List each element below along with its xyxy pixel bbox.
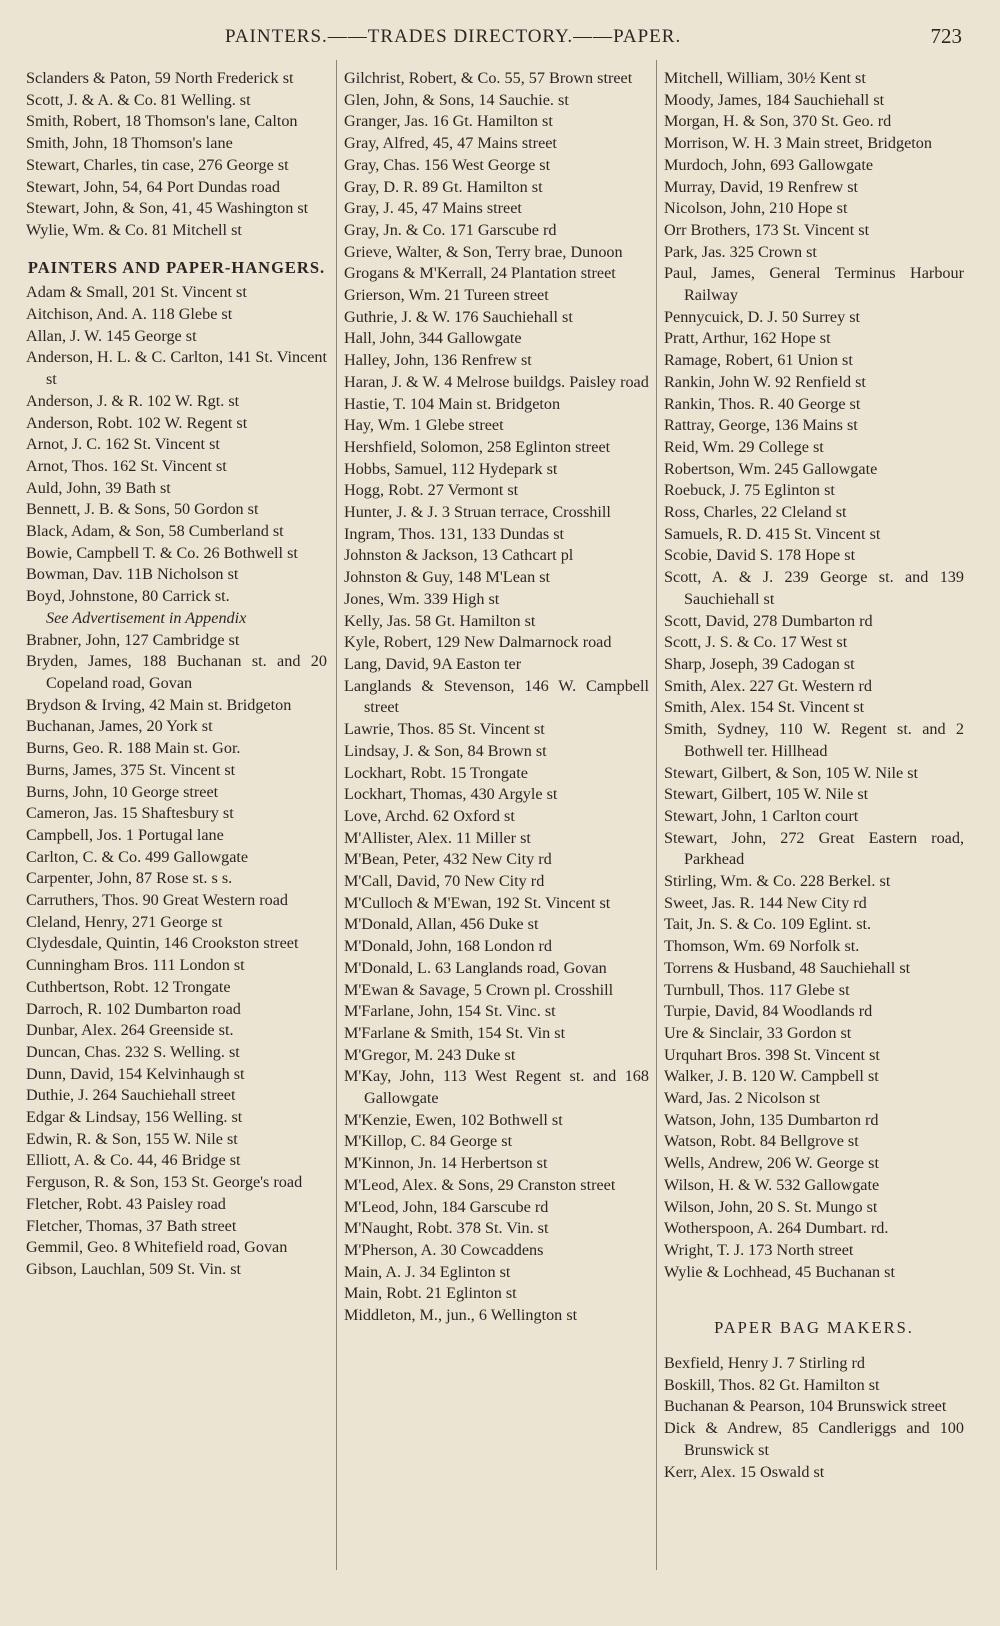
- directory-entry: Glen, John, & Sons, 14 Sauchie. st: [344, 90, 569, 109]
- directory-entry: Scott, A. & J. 239 George st. and 139 Sauchiehall st: [664, 568, 964, 608]
- directory-entry: Nicolson, John, 210 Hope st: [664, 199, 848, 218]
- directory-entry: Wright, T. J. 173 North street: [664, 1240, 854, 1259]
- directory-entry: Sharp, Joseph, 39 Cadogan st: [664, 654, 855, 673]
- directory-entry: M'Farlane & Smith, 154 St. Vin st: [344, 1023, 566, 1042]
- directory-entry: Smith, Alex. 227 Gt. Western rd: [664, 676, 872, 695]
- directory-entry: Kelly, Jas. 58 Gt. Hamilton st: [344, 611, 536, 630]
- directory-entry: Dunn, David, 154 Kelvinhaugh st: [26, 1064, 245, 1083]
- directory-entry: Duncan, Chas. 232 S. Welling. st: [26, 1042, 240, 1061]
- directory-entry: Darroch, R. 102 Dumbarton road: [26, 999, 241, 1018]
- directory-entry: Hastie, T. 104 Main st. Bridgeton: [344, 394, 561, 413]
- directory-entry: Cuthbertson, Robt. 12 Trongate: [26, 977, 231, 996]
- directory-entry: Sclanders & Paton, 59 North Frederick st: [26, 69, 294, 87]
- directory-entry: Watson, Robt. 84 Bellgrove st: [664, 1132, 859, 1151]
- directory-entry: Turnbull, Thos. 117 Glebe st: [664, 980, 850, 999]
- directory-entry: Hay, Wm. 1 Glebe street: [344, 416, 504, 435]
- directory-entry: Scott, J. & A. & Co. 81 Welling. st: [26, 90, 251, 109]
- directory-entry: Granger, Jas. 16 Gt. Hamilton st: [344, 112, 553, 131]
- column-2: [344, 68, 649, 1608]
- directory-entry: Lawrie, Thos. 85 St. Vincent st: [344, 720, 545, 739]
- directory-entry: Wotherspoon, A. 264 Dumbart. rd.: [664, 1219, 889, 1238]
- directory-entry: Brydson & Irving, 42 Main st. Bridgeton: [26, 695, 292, 714]
- directory-entry: Anderson, H. L. & C. Carlton, 141 St. Vincent st: [26, 348, 327, 389]
- directory-entry: Burns, James, 375 St. Vincent st: [26, 760, 236, 779]
- directory-entry: Middleton, M., jun., 6 Wellington st: [344, 1306, 578, 1325]
- directory-entry: Edgar & Lindsay, 156 Welling. st: [26, 1108, 243, 1127]
- directory-entry: Gemmil, Geo. 8 Whitefield road, Govan: [26, 1238, 288, 1257]
- directory-entry: Ramage, Robert, 61 Union st: [664, 351, 853, 370]
- entries-painters-paperhangers: [26, 282, 327, 1280]
- directory-entry: Adam & Small, 201 St. Vincent st: [26, 283, 247, 302]
- directory-entry: Sweet, Jas. R. 144 New City rd: [664, 893, 867, 912]
- directory-entry: Samuels, R. D. 415 St. Vincent st: [664, 524, 881, 543]
- directory-entry: M'Killop, C. 84 George st: [344, 1132, 513, 1151]
- directory-entry: Pratt, Arthur, 162 Hope st: [664, 329, 831, 348]
- directory-entry: Dick & Andrew, 85 Candleriggs and 100 Brunswick st: [664, 1419, 964, 1459]
- directory-entry: Aitchison, And. A. 118 Glebe st: [26, 305, 233, 324]
- directory-entry: Duthie, J. 264 Sauchiehall street: [26, 1086, 236, 1105]
- directory-entry: Morgan, H. & Son, 370 St. Geo. rd: [664, 112, 892, 131]
- entries-column-3: [664, 68, 964, 1283]
- directory-entry: Rankin, John W. 92 Renfield st: [664, 372, 866, 391]
- section-heading-painters-paperhangers: PAINTERS AND PAPER-HANGERS.: [27, 257, 326, 277]
- directory-entry: Gray, Alfred, 45, 47 Mains street: [344, 134, 557, 153]
- column-rule-2: [656, 60, 657, 1570]
- directory-entry: Fletcher, Robt. 43 Paisley road: [26, 1194, 226, 1213]
- directory-entry: Thomson, Wm. 69 Norfolk st.: [664, 937, 860, 956]
- directory-entry: Hall, John, 344 Gallowgate: [344, 329, 522, 348]
- directory-entry: Gray, Chas. 156 West George st: [344, 155, 551, 174]
- entries-paper-bag-makers: [664, 1353, 964, 1483]
- directory-entry: Carpenter, John, 87 Rose st. s s.: [26, 869, 233, 888]
- directory-entry: Boskill, Thos. 82 Gt. Hamilton st: [664, 1375, 880, 1394]
- directory-entry: Hunter, J. & J. 3 Struan terrace, Crosshill: [344, 503, 611, 522]
- directory-entry: Main, Robt. 21 Eglinton st: [344, 1284, 517, 1303]
- directory-entry: Bennett, J. B. & Sons, 50 Gordon st: [26, 500, 259, 519]
- directory-entry: Arnot, Thos. 162 St. Vincent st: [26, 456, 227, 475]
- directory-entry: Gray, D. R. 89 Gt. Hamilton st: [344, 177, 543, 196]
- directory-entry: Fletcher, Thomas, 37 Bath street: [26, 1216, 237, 1235]
- directory-entry: Stirling, Wm. & Co. 228 Berkel. st: [664, 872, 891, 891]
- directory-entry: M'Leod, John, 184 Garscube rd: [344, 1197, 549, 1216]
- column-rule-1: [336, 60, 337, 1570]
- directory-entry: Stewart, John, 1 Carlton court: [664, 806, 859, 825]
- section-heading-paper-bag-makers: PAPER BAG MAKERS.: [714, 1318, 914, 1338]
- directory-entry: Stewart, John, 54, 64 Port Dundas road: [26, 177, 281, 196]
- column-1: [26, 68, 327, 1608]
- directory-entry: Grogans & M'Kerrall, 24 Plantation street: [344, 264, 616, 283]
- directory-entry: Guthrie, J. & W. 176 Sauchiehall st: [344, 307, 573, 326]
- directory-entry: Rattray, George, 136 Mains st: [664, 416, 858, 435]
- directory-entry: Elliott, A. & Co. 44, 46 Bridge st: [26, 1151, 241, 1170]
- directory-entry: Lockhart, Thomas, 430 Argyle st: [344, 785, 558, 804]
- directory-entry: Gray, Jn. & Co. 171 Garscube rd: [344, 220, 557, 239]
- directory-entry: Robertson, Wm. 245 Gallowgate: [664, 459, 878, 478]
- directory-entry: Moody, James, 184 Sauchiehall st: [664, 90, 885, 109]
- directory-entry: Ure & Sinclair, 33 Gordon st: [664, 1023, 852, 1042]
- directory-entry: Smith, John, 18 Thomson's lane: [26, 134, 233, 153]
- directory-entry: Love, Archd. 62 Oxford st: [344, 806, 515, 825]
- directory-entry: Stewart, John, & Son, 41, 45 Washington st: [26, 199, 309, 218]
- directory-entry: Carruthers, Thos. 90 Great Western road: [26, 891, 288, 910]
- directory-entry: Walker, J. B. 120 W. Campbell st: [664, 1067, 879, 1086]
- directory-entry: Boyd, Johnstone, 80 Carrick st.: [26, 587, 230, 606]
- directory-entry: Gray, J. 45, 47 Mains street: [344, 199, 522, 218]
- directory-entry: Anderson, J. & R. 102 W. Rgt. st: [26, 391, 240, 410]
- directory-entry: Lockhart, Robt. 15 Trongate: [344, 763, 528, 782]
- entries-column-2: [344, 68, 649, 1327]
- directory-entry: Brabner, John, 127 Cambridge st: [26, 630, 240, 649]
- directory-entry: Torrens & Husband, 48 Sauchiehall st: [664, 958, 911, 977]
- directory-entry: Burns, Geo. R. 188 Main st. Gor.: [26, 739, 241, 758]
- directory-entry: Wylie, Wm. & Co. 81 Mitchell st: [26, 220, 242, 239]
- page-header: [0, 22, 1000, 52]
- directory-entry: M'Leod, Alex. & Sons, 29 Cranston street: [344, 1175, 616, 1194]
- directory-entry: Pennycuick, D. J. 50 Surrey st: [664, 307, 861, 326]
- directory-entry: Dunbar, Alex. 264 Greenside st.: [26, 1021, 234, 1040]
- directory-entry: M'Culloch & M'Ewan, 192 St. Vincent st: [344, 893, 611, 912]
- directory-entry: Stewart, John, 272 Great Eastern road, Parkhead: [664, 828, 964, 869]
- directory-entry: M'Ewan & Savage, 5 Crown pl. Crosshill: [344, 980, 614, 999]
- directory-entry: Scott, David, 278 Dumbarton rd: [664, 611, 873, 630]
- directory-entry: Grierson, Wm. 21 Tureen street: [344, 286, 549, 305]
- directory-entry: Turpie, David, 84 Woodlands rd: [664, 1002, 873, 1021]
- directory-entry: M'Kay, John, 113 West Regent st. and 168 Gallowgate: [344, 1067, 649, 1108]
- directory-entry: Ward, Jas. 2 Nicolson st: [664, 1089, 821, 1108]
- entries-painters-continued: [26, 68, 327, 242]
- directory-entry: See Advertisement in Appendix: [46, 608, 247, 627]
- directory-entry: Lang, David, 9A Easton ter: [344, 654, 522, 673]
- directory-entry: Kerr, Alex. 15 Oswald st: [664, 1462, 825, 1481]
- directory-entry: Morrison, W. H. 3 Main street, Bridgeton: [664, 134, 932, 153]
- directory-entry: M'Allister, Alex. 11 Miller st: [344, 828, 531, 847]
- directory-entry: M'Gregor, M. 243 Duke st: [344, 1045, 516, 1064]
- directory-entry: Paul, James, General Terminus Harbour Railway: [664, 264, 964, 305]
- directory-entry: Roebuck, J. 75 Eglinton st: [664, 481, 835, 500]
- directory-entry: Cameron, Jas. 15 Shaftesbury st: [26, 804, 234, 823]
- directory-entry: Kyle, Robert, 129 New Dalmarnock road: [344, 633, 612, 652]
- directory-entry: Hogg, Robt. 27 Vermont st: [344, 481, 519, 500]
- directory-entry: M'Farlane, John, 154 St. Vinc. st: [344, 1002, 556, 1021]
- directory-entry: M'Donald, L. 63 Langlands road, Govan: [344, 958, 607, 977]
- page-number: 723: [930, 24, 962, 48]
- directory-entry: Anderson, Robt. 102 W. Regent st: [26, 413, 248, 432]
- directory-entry: M'Donald, Allan, 456 Duke st: [344, 915, 539, 934]
- directory-entry: Haran, J. & W. 4 Melrose buildgs. Paisley road: [344, 372, 649, 391]
- running-title: PAINTERS.——TRADES DIRECTORY.——PAPER.: [225, 26, 682, 47]
- directory-entry: Jones, Wm. 339 High st: [344, 589, 500, 608]
- directory-entry: Ingram, Thos. 131, 133 Dundas st: [344, 524, 565, 543]
- directory-entry: Johnston & Jackson, 13 Cathcart pl: [344, 546, 574, 565]
- directory-entry: Gilchrist, Robert, & Co. 55, 57 Brown street: [344, 69, 633, 87]
- directory-entry: Stewart, Charles, tin case, 276 George st: [26, 155, 289, 174]
- directory-entry: M'Call, David, 70 New City rd: [344, 872, 545, 891]
- directory-entry: Buchanan & Pearson, 104 Brunswick street: [664, 1397, 947, 1416]
- directory-entry: Johnston & Guy, 148 M'Lean st: [344, 568, 551, 587]
- directory-entry: Mitchell, William, 30½ Kent st: [664, 69, 866, 87]
- directory-entry: M'Kinnon, Jn. 14 Herbertson st: [344, 1154, 548, 1173]
- directory-entry: M'Pherson, A. 30 Cowcaddens: [344, 1240, 544, 1259]
- directory-entry: Main, A. J. 34 Eglinton st: [344, 1262, 511, 1281]
- directory-entry: Wells, Andrew, 206 W. George st: [664, 1154, 879, 1173]
- directory-entry: Stewart, Gilbert, 105 W. Nile st: [664, 785, 869, 804]
- directory-entry: Ross, Charles, 22 Cleland st: [664, 503, 847, 522]
- directory-entry: Urquhart Bros. 398 St. Vincent st: [664, 1045, 880, 1064]
- directory-entry: Gibson, Lauchlan, 509 St. Vin. st: [26, 1259, 242, 1278]
- directory-entry: Bowie, Campbell T. & Co. 26 Bothwell st: [26, 543, 298, 562]
- directory-entry: Hobbs, Samuel, 112 Hydepark st: [344, 459, 558, 478]
- directory-entry: Burns, John, 10 George street: [26, 782, 219, 801]
- directory-entry: Langlands & Stevenson, 146 W. Campbell street: [344, 676, 649, 717]
- directory-entry: Bowman, Dav. 11B Nicholson st: [26, 565, 239, 584]
- column-3: [664, 68, 964, 1608]
- directory-entry: Arnot, J. C. 162 St. Vincent st: [26, 435, 220, 454]
- directory-entry: Allan, J. W. 145 George st: [26, 326, 197, 345]
- directory-entry: Bryden, James, 188 Buchanan st. and 20 Copeland road, Govan: [26, 652, 327, 692]
- directory-entry: Scobie, David S. 178 Hope st: [664, 546, 856, 565]
- directory-entry: Auld, John, 39 Bath st: [26, 478, 171, 497]
- directory-entry: Cunningham Bros. 111 London st: [26, 956, 245, 975]
- directory-entry: Reid, Wm. 29 College st: [664, 437, 824, 456]
- directory-entry: Hershfield, Solomon, 258 Eglinton street: [344, 437, 611, 456]
- directory-entry: M'Donald, John, 168 London rd: [344, 937, 552, 956]
- directory-entry: Carlton, C. & Co. 499 Gallowgate: [26, 847, 249, 866]
- directory-entry: Orr Brothers, 173 St. Vincent st: [664, 220, 870, 239]
- directory-entry: Grieve, Walter, & Son, Terry brae, Dunoon: [344, 242, 623, 261]
- directory-entry: Tait, Jn. S. & Co. 109 Eglint. st.: [664, 915, 872, 934]
- directory-entry: Edwin, R. & Son, 155 W. Nile st: [26, 1129, 238, 1148]
- directory-entry: Park, Jas. 325 Crown st: [664, 242, 817, 261]
- directory-entry: Cleland, Henry, 271 George st: [26, 912, 223, 931]
- directory-entry: M'Bean, Peter, 432 New City rd: [344, 850, 552, 869]
- directory-entry: Smith, Alex. 154 St. Vincent st: [664, 698, 865, 717]
- directory-entry: Scott, J. S. & Co. 17 West st: [664, 633, 848, 652]
- directory-entry: Bexfield, Henry J. 7 Stirling rd: [664, 1354, 865, 1373]
- directory-entry: Black, Adam, & Son, 58 Cumberland st: [26, 522, 284, 541]
- directory-entry: Ferguson, R. & Son, 153 St. George's road: [26, 1173, 303, 1192]
- directory-entry: Stewart, Gilbert, & Son, 105 W. Nile st: [664, 763, 919, 782]
- directory-entry: Campbell, Jos. 1 Portugal lane: [26, 825, 224, 844]
- directory-entry: Murdoch, John, 693 Gallowgate: [664, 155, 874, 174]
- directory-entry: M'Naught, Robt. 378 St. Vin. st: [344, 1219, 549, 1238]
- directory-entry: Clydesdale, Quintin, 146 Crookston street: [26, 934, 299, 953]
- directory-entry: Smith, Robert, 18 Thomson's lane, Calton: [26, 112, 298, 131]
- directory-entry: Lindsay, J. & Son, 84 Brown st: [344, 741, 547, 760]
- directory-entry: Wilson, H. & W. 532 Gallowgate: [664, 1175, 880, 1194]
- directory-entry: Smith, Sydney, 110 W. Regent st. and 2 Bothwell ter. Hillhead: [664, 720, 964, 760]
- directory-entry: M'Kenzie, Ewen, 102 Bothwell st: [344, 1110, 563, 1129]
- directory-entry: Rankin, Thos. R. 40 George st: [664, 394, 861, 413]
- directory-entry: Watson, John, 135 Dumbarton rd: [664, 1110, 879, 1129]
- directory-entry: Wylie & Lochhead, 45 Buchanan st: [664, 1262, 895, 1281]
- directory-entry: Buchanan, James, 20 York st: [26, 717, 213, 736]
- directory-entry: Halley, John, 136 Renfrew st: [344, 351, 532, 370]
- directory-entry: Murray, David, 19 Renfrew st: [664, 177, 859, 196]
- directory-entry: Wilson, John, 20 S. St. Mungo st: [664, 1197, 878, 1216]
